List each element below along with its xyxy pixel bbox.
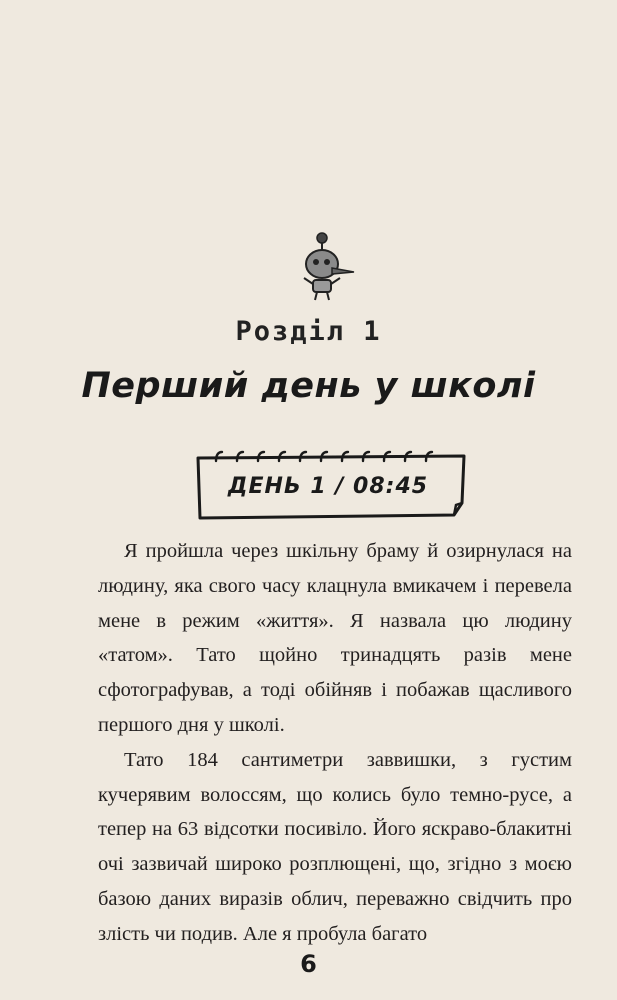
day-time-notepad xyxy=(192,445,472,525)
paragraph: Я пройшла через шкільну браму й озирнулася на людину, яка свого часу клацнула вмикачем і перевела мене в режим «життя». Я назвала цю людину «татом». Тато щойно тринадцять разів мене сфотографував, а тоді обійняв і побажав щасливого першого дня у школі. xyxy=(98,540,572,736)
paragraph: Тато 184 сантиметри заввишки, з густим кучерявим волоссям, що колись було темно-русе, а тепер на 63 відсотки посивіло. Його яскраво-блакитні очі зазвичай широко розплющені, що, згідно з моєю базою даних виразів облич, переважно свідчить про злість чи подив. Але я пробула багато xyxy=(98,748,572,945)
day-time-label: ДЕНЬ 1 / 08:45 xyxy=(227,474,429,499)
chapter-label: Розділ 1 xyxy=(235,316,382,347)
chapter-title: Перший день у школі xyxy=(81,366,536,406)
page-number: 6 xyxy=(300,950,317,978)
chapter-body xyxy=(98,534,572,952)
robot-icon xyxy=(296,228,360,306)
